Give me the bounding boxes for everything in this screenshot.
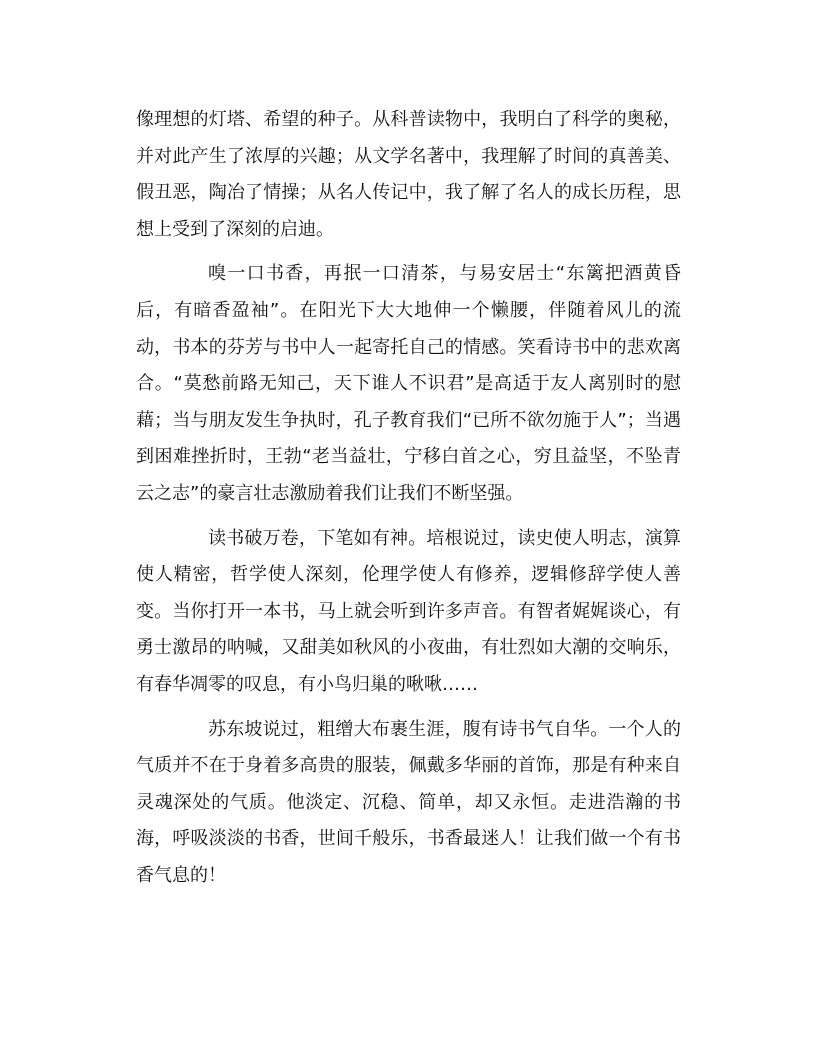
document-body xyxy=(136,102,681,902)
paragraph-2: 嗅一口书香，再抿一口清茶，与易安居士“东篱把酒黄昏后，有暗香盈袖”。在阳光下大大地伸一个懒腰，伴随着风儿的流动，书本的芬芳与书中人一起寄托自己的情感。笑看诗书中的悲欢离合。“莫愁前路无知己，天下谁人不识君”是高适于友人离别时的慰藉；当与朋友发生争执时，孔子教育我们“已所不欲勿施于人”；当遇到困难挫折时，王勃“老当益壮，宁移白首之心，穷且益坚，不坠青云之志”的豪言壮志激励着我们让我们不断坚强。 xyxy=(136,263,681,504)
paragraph-4: 苏东坡说过，粗缯大布裹生涯，腹有诗书气自华。一个人的气质并不在于身着多高贵的服装，佩戴多华丽的首饰，那是有种来自灵魂深处的气质。他淡定、沉稳、简单，却又永恒。走进浩瀚的书海，呼吸淡淡的书香，世间千般乐，书香最迷人！让我们做一个有书香气息的！ xyxy=(136,718,681,886)
paragraph-3: 读书破万卷，下笔如有神。培根说过，读史使人明志，演算使人精密，哲学使人深刻，伦理学使人有修养，逻辑修辞学使人善变。当你打开一本书，马上就会听到许多声音。有智者娓娓谈心，有勇士激昂的呐喊，又甜美如秋风的小夜曲，有壮烈如大潮的交响乐，有春华凋零的叹息，有小鸟归巢的啾啾…… xyxy=(136,527,681,695)
paragraph-1: 像理想的灯塔、希望的种子。从科普读物中，我明白了科学的奥秘，并对此产生了浓厚的兴趣；从文学名著中，我理解了时间的真善美、假丑恶，陶冶了情操；从名人传记中，我了解了名人的成长历程，思想上受到了深刻的启迪。 xyxy=(136,109,681,240)
